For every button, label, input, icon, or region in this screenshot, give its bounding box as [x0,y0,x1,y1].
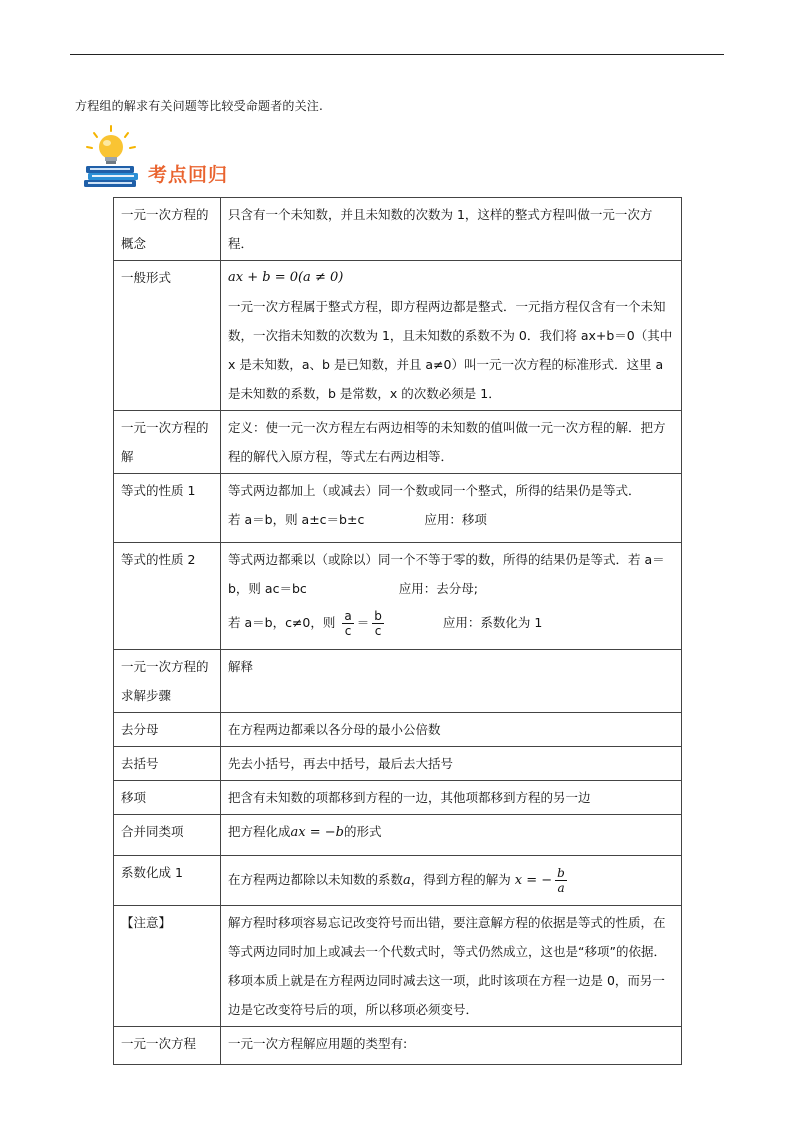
property1-formula: 若 a＝b，则 a±c＝b±c [228,512,365,527]
row-key: 【注意】 [114,906,221,1027]
fraction-a-over-c: $\frac{a}{c}$ [344,609,352,638]
row-value [221,474,682,543]
row-key: 等式的性质 1 [114,474,221,543]
row-key: 去括号 [114,747,221,781]
general-form-text: 一元一次方程属于整式方程，即方程两边都是整式．一元指方程仅含有一个未知数，一次指未知数的次数为 1，且未知数的系数不为 0．我们将 ax+b＝0（其中 x 是未知数，a、b 是已知数，并且 a≠0）叫一元一次方程的标准形式．这里 a 是未知数的系数，b 是常数，x 的次数必须是 1． [228,299,673,401]
property1-apply: 应用：移项 [424,512,487,527]
row-key: 去分母 [114,713,221,747]
row-key: 一般形式 [114,261,221,411]
table-row [114,747,682,781]
row-value: 把方程化成ax = −b的形式 [221,815,682,856]
table-row [114,906,682,1027]
row-value: 解释 [221,650,682,713]
table-row [114,198,682,261]
property2-apply2: 应用：系数化为 1 [442,615,543,630]
row-key: 移项 [114,781,221,815]
table-row [114,543,682,650]
intro-text: 方程组的解求有关问题等比较受命题者的关注. [75,99,324,113]
row-value: 只含有一个未知数，并且未知数的次数为 1，这样的整式方程叫做一元一次方程． [221,198,682,261]
row-value: 定义：使一元一次方程左右两边相等的未知数的值叫做一元一次方程的解．把方程的解代入原方程，等式左右两边相等． [221,411,682,474]
row-key: 一元一次方程的概念 [114,198,221,261]
row-value [221,261,682,411]
row-key: 一元一次方程 [114,1027,221,1065]
table-row [114,411,682,474]
row-key: 系数化成 1 [114,856,221,906]
knowledge-table [113,197,682,1065]
section-title: 考点回归 [148,164,229,186]
table-row [114,815,682,856]
table-row [114,261,682,411]
fraction-b-over-c: $\frac{b}{c}$ [374,609,382,638]
row-value: 先去小括号，再去中括号，最后去大括号 [221,747,682,781]
row-key: 等式的性质 2 [114,543,221,650]
row-value: 把含有未知数的项都移到方程的一边，其他项都移到方程的另一边 [221,781,682,815]
row-key: 一元一次方程的解 [114,411,221,474]
row-value: 解方程时移项容易忘记改变符号而出错，要注意解方程的依据是等式的性质，在等式两边同时加上或减去一个代数式时，等式仍然成立，这也是“移项”的依据．移项本质上就是在方程两边同时减去这一项，此时该项在方程一边是 0，而另一边是它改变符号后的项，所以移项必须变号． [221,906,682,1027]
property1-example [228,505,675,540]
fraction-b-over-a: $\frac{b}{a}$ [557,866,565,895]
property2-text: 等式两边都乘以（或除以）同一个不等于零的数，所得的结果仍是等式．若 a＝b，则 ac＝bc 应用：去分母; [228,552,665,596]
table-row [114,781,682,815]
row-value: 在方程两边都乘以各分母的最小公倍数 [221,713,682,747]
step5-coef: a [403,873,411,888]
lightbulb-books-icon [78,124,144,190]
section-header [78,124,278,190]
table-row [114,856,682,906]
table-row [114,474,682,543]
property1-text: 等式两边都加上（或减去）同一个数或同一个整式，所得的结果仍是等式． [228,483,641,498]
header-rule [70,54,724,55]
table-row [114,650,682,713]
solution-lhs: x = − [514,873,553,888]
row-key: 一元一次方程的求解步骤 [114,650,221,713]
row-key: 合并同类项 [114,815,221,856]
general-form-formula: ax + b = 0(a ≠ 0) [228,270,344,285]
row-value: 一元一次方程解应用题的类型有: [221,1027,682,1065]
property2-example: 若 a＝b，c≠0，则 $\frac{a}{c}$ ＝ $\frac{b}{c}$ 应用：系数化为 1 [228,609,543,638]
table-row [114,1027,682,1065]
step4-formula: ax = −b [290,825,344,840]
row-value [221,543,682,650]
property2-apply1: 应用：去分母; [398,581,478,596]
table-row [114,713,682,747]
row-value: 在方程两边都除以未知数的系数a，得到方程的解为 x = − $\frac{b}{a}$ [221,856,682,906]
